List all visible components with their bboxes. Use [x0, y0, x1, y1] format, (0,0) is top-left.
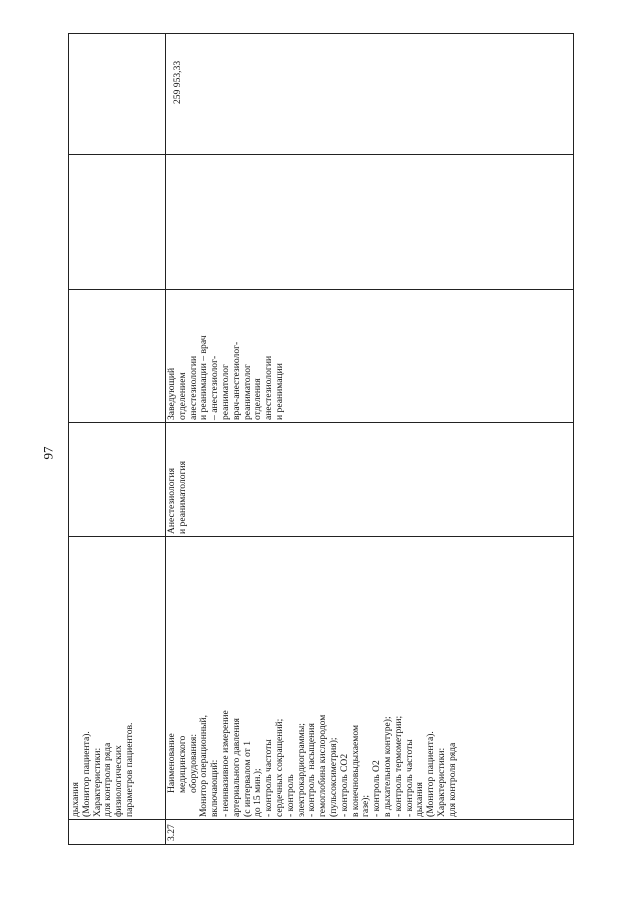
equipment-table [68, 33, 574, 845]
page-number [38, 438, 58, 468]
row2-number-cell [165, 819, 575, 845]
row2-description-cell [165, 536, 575, 819]
row1-description: дыхания (Монитор пациента). Характеристики: для контроля ряда физиологических параметров пациентов. [70, 722, 135, 817]
row2-number: 3.27 [166, 824, 177, 841]
row2-price-cell [165, 34, 575, 154]
row1-price: 259 953,33 [172, 60, 183, 104]
row2-description: Наименование медицинского оборудования: Монитор операционный, включающий: - неинвазивное измерение артериального давления (с интервалом от 1 до 15 мин.); - контроль частоты сердечных сокращений; - контроль электрокардиограммы; - контроль насыщения гемоглобина кислородом (пульсоксиметрия); - контроль CO2 в конечновыдыхаемом газе); - контроль O2 в дыхательном контуре); - контроль термометрии; - контроль частоты дыхания (Монитор пациента). Характеристики: для контроля ряда [166, 710, 458, 817]
row2-specialty: Анестезиология и реаниматология [166, 460, 188, 534]
row2-quantity-cell [165, 154, 575, 289]
row2-specialty-cell [165, 422, 575, 536]
page-number-text: 97 [40, 446, 55, 460]
row1-description-cell [69, 536, 165, 819]
row1-price-cell [69, 34, 183, 154]
row2-responsible-cell [165, 289, 575, 422]
row2-responsible: Заведующий отделением анестезиологии и реанимации – врач – анестезиолог- реаниматолог врач-анестезиолог- реаниматолог отделения анестезиологии и реанимации [166, 335, 285, 420]
